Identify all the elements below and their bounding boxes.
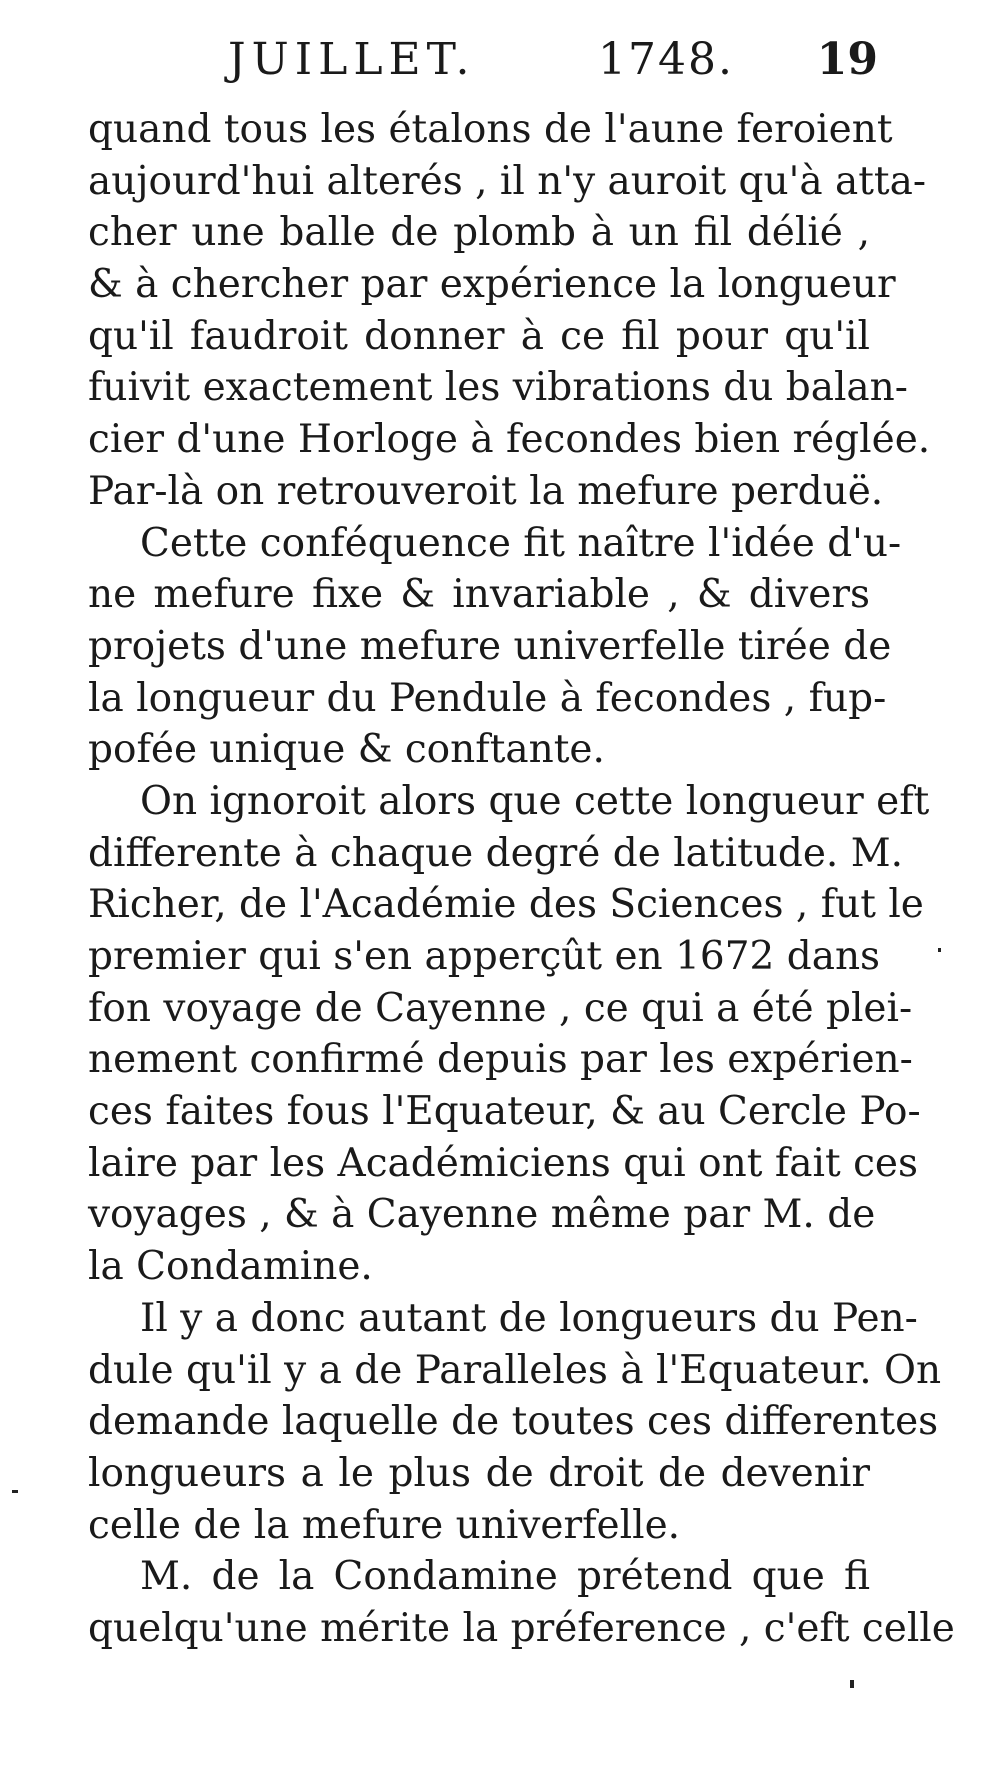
text-line: qu'il faudroit donner à ce fil pour qu'il	[88, 313, 870, 359]
text-line: pofée unique & conftante.	[88, 727, 605, 773]
text-line: Richer, de l'Académie des Sciences , fut le	[88, 882, 924, 928]
running-head-title: JUILLET.	[228, 34, 476, 85]
body-text	[88, 104, 955, 1655]
text-line: & à chercher par expérience la longueur	[88, 262, 896, 308]
text-line: dule qu'il y a de Paralleles à l'Equateur. On	[88, 1347, 942, 1393]
text-line: fon voyage de Cayenne , ce qui a été plei-	[88, 985, 913, 1031]
running-head-year: 1748.	[598, 34, 734, 85]
ink-speck	[850, 1680, 854, 1688]
text-line: nement confirmé depuis par les expérien-	[88, 1037, 913, 1083]
ink-speck	[12, 1490, 18, 1493]
text-line: Par-là on retrouveroit la mefure perduë.	[88, 468, 884, 514]
text-line: cher une balle de plomb à un fil délié ,	[88, 210, 870, 256]
text-line: aujourd'hui alterés , il n'y auroit qu'à atta-	[88, 158, 927, 204]
text-line: quelqu'une mérite la préference , c'eft celle	[88, 1605, 955, 1651]
paragraph-first-line: Cette conféquence fit naître l'idée d'u-	[140, 520, 902, 566]
text-line: longueurs a le plus de droit de devenir	[88, 1450, 870, 1496]
text-line: differente à chaque degré de latitude. M.	[88, 830, 904, 876]
text-line: la longueur du Pendule à fecondes , fup-	[88, 675, 887, 721]
text-line: fuivit exactement les vibrations du balan-	[88, 365, 908, 411]
paragraph-first-line: Il y a donc autant de longueurs du Pen-	[140, 1295, 918, 1341]
ink-speck	[938, 948, 941, 952]
running-head	[88, 30, 878, 90]
text-line: projets d'une mefure univerfelle tirée de	[88, 623, 892, 669]
paragraph-first-line: On ignoroit alors que cette longueur eft	[140, 778, 930, 824]
text-line: demande laquelle de toutes ces differentes	[88, 1399, 939, 1445]
text-line: quand tous les étalons de l'aune feroient	[88, 107, 893, 152]
text-line: voyages , & à Cayenne même par M. de	[88, 1192, 876, 1238]
paragraph-first-line: M. de la Condamine prétend que fi	[140, 1554, 870, 1600]
text-line: ne mefure fixe & invariable , & divers	[88, 572, 870, 618]
text-line: cier d'une Horloge à fecondes bien réglée.	[88, 417, 931, 463]
text-line: la Condamine.	[88, 1244, 373, 1290]
text-line: laire par les Académiciens qui ont fait ces	[88, 1140, 919, 1186]
page-number: 19	[816, 34, 878, 85]
text-line: premier qui s'en apperçût en 1672 dans	[88, 934, 881, 979]
text-line: celle de la mefure univerfelle.	[88, 1502, 681, 1548]
text-line: ces faites fous l'Equateur, & au Cercle Po-	[88, 1089, 921, 1135]
